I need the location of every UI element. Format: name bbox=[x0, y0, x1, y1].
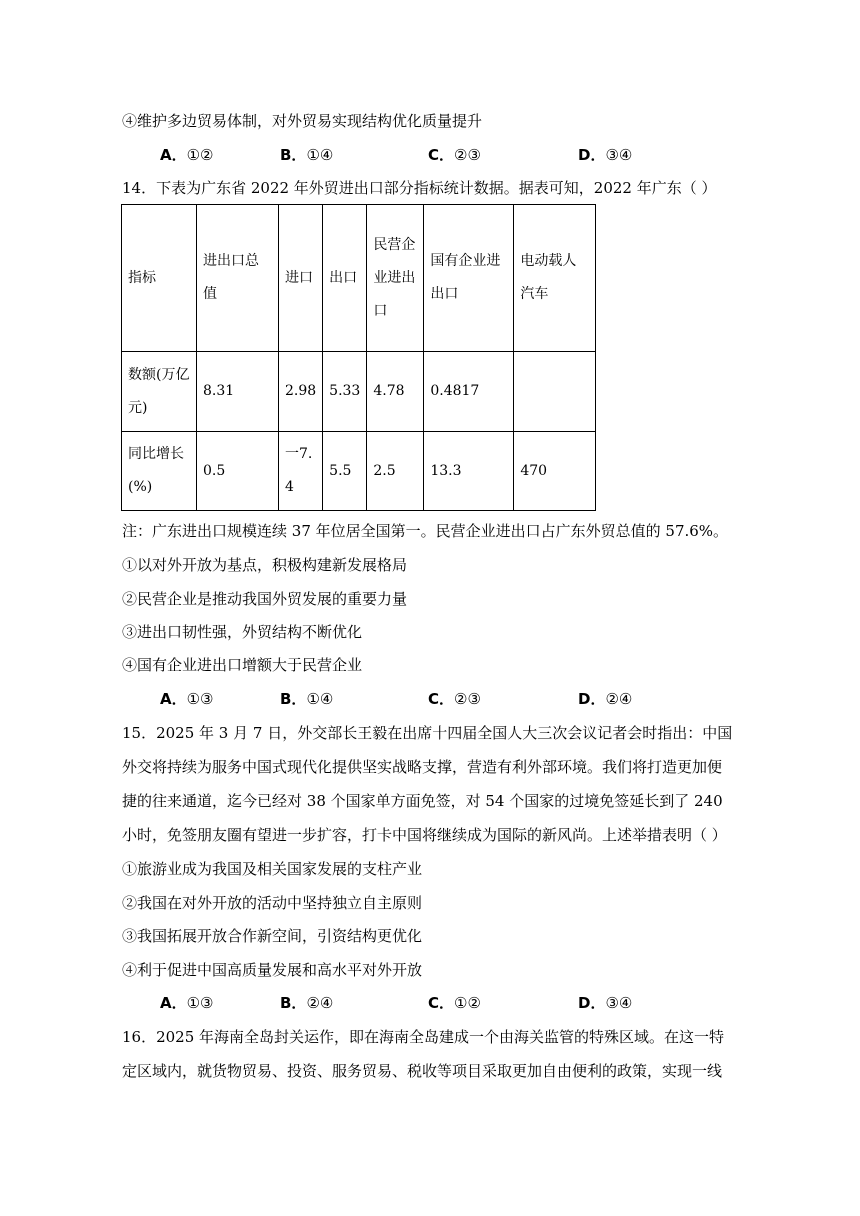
table-header-cell: 进口 bbox=[279, 205, 323, 352]
q15-stem-line-4: 小时，免签朋友圈有望进一步扩容，打卡中国将继续成为国际的新风尚。上述举措表明（ ） bbox=[122, 826, 727, 844]
q14-item-1: ①以对外开放为基点，积极构建新发展格局 bbox=[122, 556, 408, 574]
q14-options bbox=[160, 689, 720, 709]
table-cell: 2.5 bbox=[367, 432, 424, 511]
q13-option-c: C．②③ bbox=[428, 146, 481, 164]
table-cell bbox=[514, 352, 596, 432]
q14-stats-table bbox=[121, 204, 596, 511]
q13-option-b: B．①④ bbox=[280, 146, 334, 164]
q13-option-a: A．①② bbox=[160, 146, 214, 164]
q15-stem-line-2: 外交将持续为服务中国式现代化提供坚实战略支撑，营造有利外部环境。我们将打造更加便 bbox=[122, 758, 723, 776]
q15-item-3: ③我国拓展开放合作新空间，引资结构更优化 bbox=[122, 927, 423, 945]
q15-item-4: ④利于促进中国高质量发展和高水平对外开放 bbox=[122, 961, 423, 979]
table-cell: 4.78 bbox=[367, 352, 424, 432]
q15-option-a: A．①③ bbox=[160, 994, 214, 1012]
table-header-cell: 国有企业进出口 bbox=[424, 205, 514, 352]
q15-option-b: B．②④ bbox=[280, 994, 334, 1012]
q14-note: 注：广东进出口规模连续 37 年位居全国第一。民营企业进出口占广东外贸总值的 57.6%。 bbox=[122, 522, 729, 540]
q14-item-3: ③进出口韧性强，外贸结构不断优化 bbox=[122, 623, 363, 641]
table-cell: 5.33 bbox=[323, 352, 367, 432]
q16-stem-line-2: 定区域内，就货物贸易、投资、服务贸易、税收等项目采取更加自由便利的政策，实现一线 bbox=[122, 1062, 723, 1080]
q13-item-4: ④维护多边贸易体制，对外贸易实现结构优化质量提升 bbox=[122, 112, 483, 130]
q14-option-a: A．①③ bbox=[160, 690, 214, 708]
q14-item-4: ④国有企业进出口增额大于民营企业 bbox=[122, 656, 363, 674]
q14-item-2: ②民营企业是推动我国外贸发展的重要力量 bbox=[122, 590, 408, 608]
table-cell: 同比增长(%) bbox=[122, 432, 197, 511]
table-row bbox=[122, 432, 596, 511]
table-header-cell: 指标 bbox=[122, 205, 197, 352]
table-cell: 13.3 bbox=[424, 432, 514, 511]
q15-item-2: ②我国在对外开放的活动中坚持独立自主原则 bbox=[122, 894, 423, 912]
table-header-cell: 进出口总值 bbox=[197, 205, 279, 352]
table-header-row bbox=[122, 205, 596, 352]
table-cell: 5.5 bbox=[323, 432, 367, 511]
table-cell: 8.31 bbox=[197, 352, 279, 432]
table-header-cell: 民营企业进出口 bbox=[367, 205, 424, 352]
q16-stem-line-1: 16．2025 年海南全岛封关运作，即在海南全岛建成一个由海关监管的特殊区域。在这一特 bbox=[122, 1028, 725, 1046]
table-cell: 470 bbox=[514, 432, 596, 511]
q15-options bbox=[160, 993, 720, 1013]
q15-stem-line-1: 15．2025 年 3 月 7 日，外交部长王毅在出席十四届全国人大三次会议记者会时指出：中国 bbox=[122, 724, 733, 742]
q14-option-c: C．②③ bbox=[428, 690, 481, 708]
q13-options bbox=[160, 145, 720, 165]
q14-option-b: B．①④ bbox=[280, 690, 334, 708]
q14-option-d: D．②④ bbox=[578, 690, 633, 708]
q15-option-c: C．①② bbox=[428, 994, 481, 1012]
q15-item-1: ①旅游业成为我国及相关国家发展的支柱产业 bbox=[122, 860, 423, 878]
table-header-cell: 出口 bbox=[323, 205, 367, 352]
q15-stem-line-3: 捷的往来通道，迄今已经对 38 个国家单方面免签，对 54 个国家的过境免签延长到了 240 bbox=[122, 792, 723, 810]
table-cell: 2.98 bbox=[279, 352, 323, 432]
table-cell: 数额(万亿元) bbox=[122, 352, 197, 432]
table-cell: 一7.4 bbox=[279, 432, 323, 511]
table-cell: 0.4817 bbox=[424, 352, 514, 432]
table-header-cell: 电动载人汽车 bbox=[514, 205, 596, 352]
table-row bbox=[122, 352, 596, 432]
q15-option-d: D．③④ bbox=[578, 994, 633, 1012]
q14-stem: 14．下表为广东省 2022 年外贸进出口部分指标统计数据。据表可知，2022 年广东（ ） bbox=[122, 179, 717, 197]
q13-option-d: D．③④ bbox=[578, 146, 633, 164]
table-cell: 0.5 bbox=[197, 432, 279, 511]
